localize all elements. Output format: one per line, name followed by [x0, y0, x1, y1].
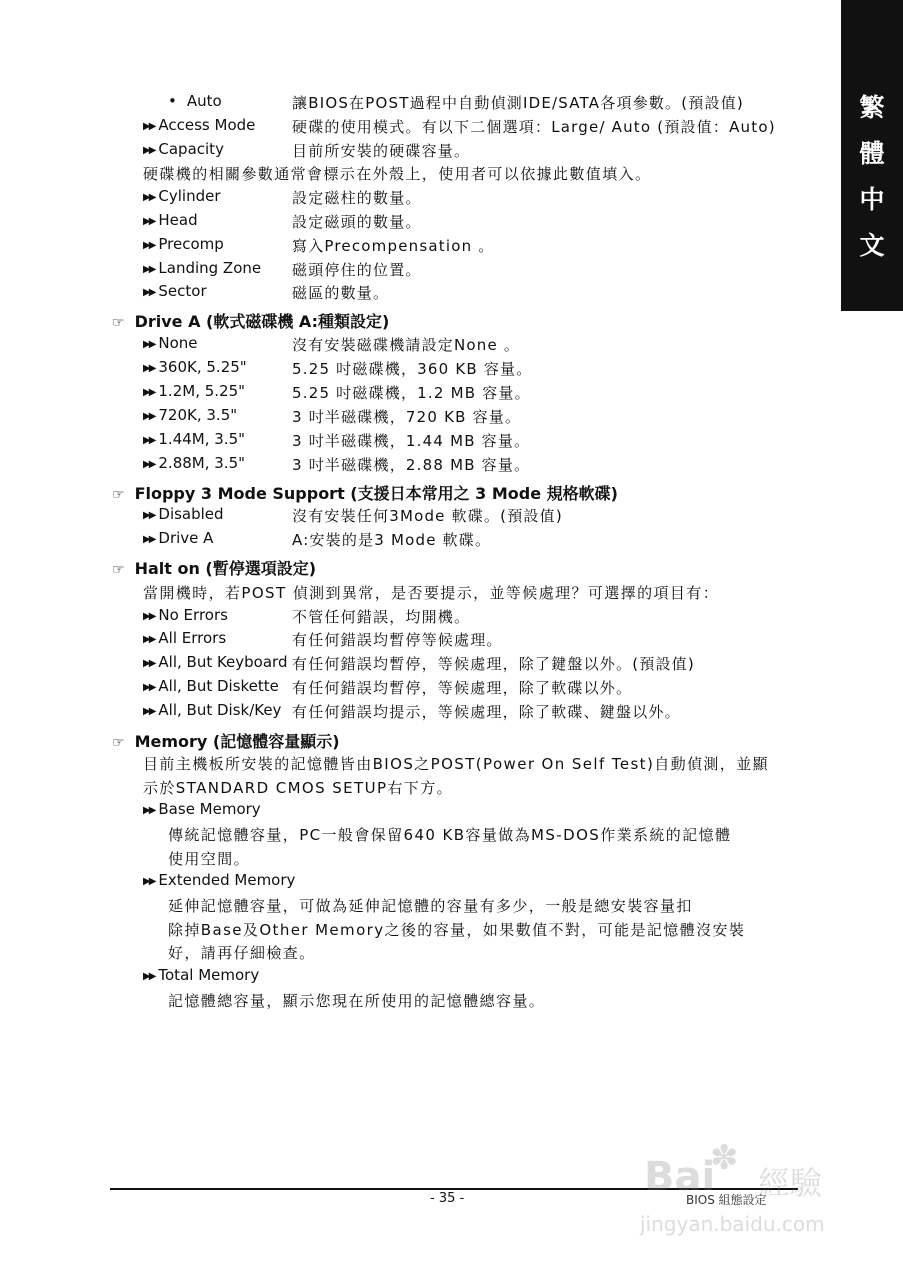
option-desc: 有任何錯誤均暫停，等候處理，除了軟碟以外。	[292, 679, 633, 697]
double-arrow-icon: ▶▶	[143, 634, 155, 645]
option-term: ▶▶ Access Mode	[143, 116, 256, 134]
side-tab-char: 中	[859, 185, 885, 214]
page-number: - 35 -	[430, 1191, 465, 1206]
option-desc: 設定磁柱的數量。	[292, 189, 422, 207]
double-arrow-icon: ▶▶	[143, 240, 155, 251]
halt-on-paragraph: 當開機時，若POST 偵測到異常，是否要提示，並等候處理？可選擇的項目有：	[143, 584, 720, 602]
watermark-url: jingyan.baidu.com	[640, 1212, 825, 1236]
pointing-hand-icon: ☞	[112, 562, 125, 578]
option-desc: 有任何錯誤均提示，等候處理，除了軟碟、鍵盤以外。	[292, 703, 681, 721]
option-term: ▶▶ Disabled	[143, 505, 224, 523]
option-desc: 有任何錯誤均暫停等候處理。	[292, 631, 503, 649]
double-arrow-icon: ▶▶	[143, 145, 155, 156]
option-term: ▶▶ Total Memory	[143, 966, 260, 984]
bullet-dot-icon: •	[168, 92, 177, 110]
option-desc: 不管任何錯誤，均開機。	[292, 608, 471, 626]
option-desc: 3 吋半磁碟機，2.88 MB 容量。	[292, 456, 531, 474]
option-term: • Auto	[168, 92, 222, 110]
double-arrow-icon: ▶▶	[143, 387, 155, 398]
memory-item-text: 使用空間。	[168, 850, 251, 868]
double-arrow-icon: ▶▶	[143, 805, 155, 816]
double-arrow-icon: ▶▶	[143, 121, 155, 132]
option-desc: A:安裝的是3 Mode 軟碟。	[292, 531, 492, 549]
option-desc: 3 吋半磁碟機，720 KB 容量。	[292, 408, 522, 426]
double-arrow-icon: ▶▶	[143, 682, 155, 693]
option-term: ▶▶ Extended Memory	[143, 871, 296, 889]
option-desc: 設定磁頭的數量。	[292, 213, 422, 231]
option-term: ▶▶ Base Memory	[143, 800, 261, 818]
hdd-paragraph: 硬碟機的相關參數通常會標示在外殼上，使用者可以依據此數值填入。	[143, 165, 652, 183]
section-heading-drive-a: ☞ Drive A (軟式磁碟機 A:種類設定)	[112, 312, 390, 331]
pointing-hand-icon: ☞	[112, 315, 125, 331]
option-desc: 沒有安裝磁碟機請設定None 。	[292, 336, 521, 354]
option-desc: 有任何錯誤均暫停，等候處理，除了鍵盤以外。(預設值)	[292, 655, 695, 673]
option-term: ▶▶ Head	[143, 211, 198, 229]
option-term: ▶▶ No Errors	[143, 606, 228, 624]
option-desc: 磁頭停住的位置。	[292, 261, 422, 279]
double-arrow-icon: ▶▶	[143, 510, 155, 521]
option-term: ▶▶ All Errors	[143, 629, 227, 647]
option-desc: 沒有安裝任何3Mode 軟碟。(預設值)	[292, 507, 563, 525]
memory-item-text: 好，請再仔細檢查。	[168, 944, 316, 962]
double-arrow-icon: ▶▶	[143, 876, 155, 887]
option-desc: 5.25 吋磁碟機，1.2 MB 容量。	[292, 384, 531, 402]
option-term: ▶▶ 720K, 3.5"	[143, 406, 238, 424]
option-term: ▶▶ Capacity	[143, 140, 224, 158]
double-arrow-icon: ▶▶	[143, 971, 155, 982]
double-arrow-icon: ▶▶	[143, 216, 155, 227]
double-arrow-icon: ▶▶	[143, 264, 155, 275]
double-arrow-icon: ▶▶	[143, 339, 155, 350]
double-arrow-icon: ▶▶	[143, 435, 155, 446]
section-heading-floppy3: ☞ Floppy 3 Mode Support (支援日本常用之 3 Mode 規格軟碟)	[112, 484, 618, 503]
option-term: ▶▶ Landing Zone	[143, 259, 262, 277]
option-term: ▶▶ Cylinder	[143, 187, 221, 205]
option-term: ▶▶ 2.88M, 3.5"	[143, 454, 246, 472]
side-tab-char: 體	[859, 139, 885, 168]
option-desc: 寫入Precompensation 。	[292, 237, 495, 255]
option-term: ▶▶ 1.2M, 5.25"	[143, 382, 246, 400]
memory-paragraph-line: 目前主機板所安裝的記憶體皆由BIOS之POST(Power On Self Test)自動偵測，並顯	[143, 755, 769, 773]
option-desc: 磁區的數量。	[292, 284, 390, 302]
side-tab-char: 繁	[859, 93, 885, 122]
double-arrow-icon: ▶▶	[143, 534, 155, 545]
option-desc: 3 吋半磁碟機，1.44 MB 容量。	[292, 432, 531, 450]
memory-item-text: 記憶體總容量，顯示您現在所使用的記憶體總容量。	[168, 992, 546, 1010]
pointing-hand-icon: ☞	[112, 735, 125, 751]
pointing-hand-icon: ☞	[112, 487, 125, 503]
memory-paragraph-line: 示於STANDARD CMOS SETUP右下方。	[143, 779, 453, 797]
paw-icon: ✽	[710, 1138, 739, 1178]
double-arrow-icon: ▶▶	[143, 363, 155, 374]
baidu-watermark	[640, 1140, 850, 1250]
option-term: ▶▶ Precomp	[143, 235, 224, 253]
double-arrow-icon: ▶▶	[143, 658, 155, 669]
option-desc: 讓BIOS在POST過程中自動偵測IDE/SATA各項參數。(預設值)	[292, 94, 744, 112]
option-term: ▶▶ All, But Diskette	[143, 677, 279, 695]
watermark-brand-cn: 經驗	[758, 1164, 823, 1202]
option-desc: 5.25 吋磁碟機，360 KB 容量。	[292, 360, 533, 378]
double-arrow-icon: ▶▶	[143, 287, 155, 298]
side-tab-char: 文	[859, 231, 885, 260]
option-term: ▶▶ All, But Disk/Key	[143, 701, 282, 719]
memory-item-text: 除掉Base及Other Memory之後的容量，如果數值不對，可能是記憶體沒安裝	[168, 921, 746, 939]
option-term: ▶▶ 1.44M, 3.5"	[143, 430, 246, 448]
section-heading-halt-on: ☞ Halt on (暫停選項設定)	[112, 559, 317, 578]
memory-item-text: 傳統記憶體容量，PC一般會保留640 KB容量做為MS-DOS作業系統的記憶體	[168, 826, 732, 844]
option-desc: 硬碟的使用模式。有以下二個選項：Large/ Auto (預設值：Auto)	[292, 118, 776, 136]
double-arrow-icon: ▶▶	[143, 192, 155, 203]
option-term: ▶▶ All, But Keyboard	[143, 653, 288, 671]
section-heading-memory: ☞ Memory (記憶體容量顯示)	[112, 732, 340, 751]
option-term: ▶▶ Drive A	[143, 529, 214, 547]
double-arrow-icon: ▶▶	[143, 611, 155, 622]
memory-item-text: 延伸記憶體容量，可做為延伸記憶體的容量有多少，一般是總安裝容量扣	[168, 897, 693, 915]
language-side-tab	[841, 0, 903, 311]
option-term: ▶▶ Sector	[143, 282, 207, 300]
double-arrow-icon: ▶▶	[143, 706, 155, 717]
option-term: ▶▶ 360K, 5.25"	[143, 358, 247, 376]
option-desc: 目前所安裝的硬碟容量。	[292, 142, 471, 160]
option-term: ▶▶ None	[143, 334, 198, 352]
watermark-brand: Bai	[644, 1154, 716, 1200]
double-arrow-icon: ▶▶	[143, 459, 155, 470]
footer-title: BIOS 組態設定	[686, 1193, 767, 1207]
double-arrow-icon: ▶▶	[143, 411, 155, 422]
